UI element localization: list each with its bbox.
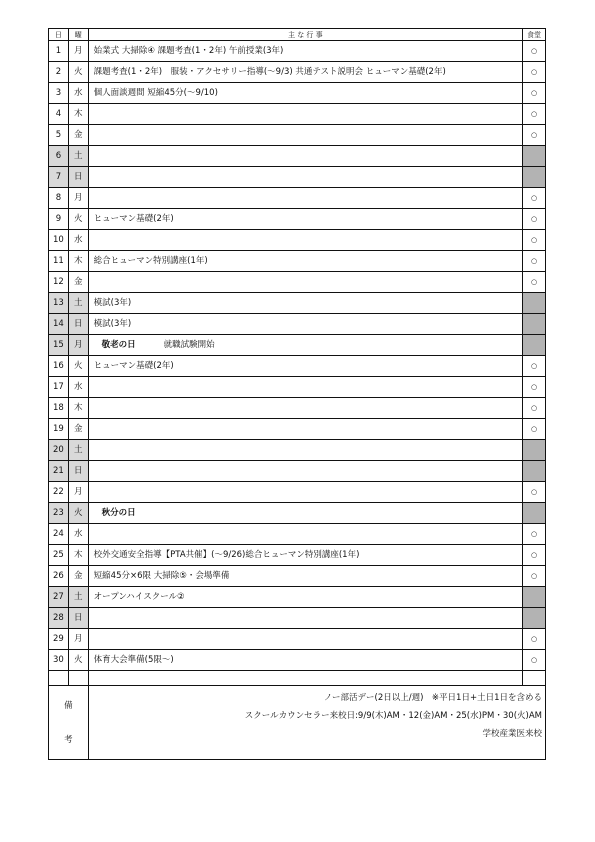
schedule-row [49,293,546,314]
weekday-cell: 日 [68,167,88,188]
weekday-cell: 土 [68,440,88,461]
events-cell [88,440,522,461]
day-cell: 11 [49,251,69,272]
cafeteria-cell [523,146,546,167]
weekday-cell: 木 [68,104,88,125]
cafeteria-cell: ○ [523,125,546,146]
events-cell [88,293,522,314]
weekday-cell: 木 [68,251,88,272]
day-cell: 4 [49,104,69,125]
cafeteria-cell: ○ [523,188,546,209]
day-cell: 27 [49,587,69,608]
cafeteria-cell [523,461,546,482]
schedule-row [49,398,546,419]
day-cell: 20 [49,440,69,461]
header-cafeteria: 食堂 [523,29,546,41]
weekday-cell: 日 [68,314,88,335]
day-cell: 23 [49,503,69,524]
weekday-cell: 水 [68,83,88,104]
schedule-row [49,146,546,167]
events-cell [88,566,522,587]
schedule-row [49,251,546,272]
weekday-cell: 水 [68,377,88,398]
schedule-row [49,62,546,83]
schedule-row [49,188,546,209]
cafeteria-cell [523,335,546,356]
events-cell [88,209,522,230]
day-cell: 1 [49,41,69,62]
schedule-row [49,356,546,377]
notes-label [49,686,89,760]
weekday-cell: 月 [68,188,88,209]
cafeteria-cell: ○ [523,104,546,125]
event-text: 総合ヒューマン特別講座(1年) [93,255,208,266]
events-cell [88,482,522,503]
events-cell [88,83,522,104]
cafeteria-cell: ○ [523,398,546,419]
day-cell: 21 [49,461,69,482]
day-cell: 8 [49,188,69,209]
day-cell: 14 [49,314,69,335]
cafeteria-cell: ○ [523,650,546,671]
schedule-row [49,41,546,62]
cafeteria-cell [523,608,546,629]
day-cell: 19 [49,419,69,440]
cafeteria-cell: ○ [523,251,546,272]
schedule-row [49,83,546,104]
schedule-row [49,461,546,482]
schedule-row [49,650,546,671]
events-cell [88,104,522,125]
events-cell [88,356,522,377]
cafeteria-cell: ○ [523,566,546,587]
september-schedule-table [48,28,546,760]
events-cell [88,230,522,251]
weekday-cell: 月 [68,482,88,503]
schedule-row [49,335,546,356]
events-cell [88,335,522,356]
cafeteria-cell: ○ [523,356,546,377]
schedule-row [49,608,546,629]
notes-line: 学校産業医来校 [482,729,542,739]
schedule-row [49,377,546,398]
day-cell: 13 [49,293,69,314]
cafeteria-cell: ○ [523,230,546,251]
schedule-row [49,167,546,188]
notes-label-top: 備 [64,700,73,711]
schedule-row [49,503,546,524]
day-cell: 24 [49,524,69,545]
cafeteria-cell: ○ [523,41,546,62]
event-text: 模試(3年) [93,297,132,308]
cafeteria-cell: ○ [523,272,546,293]
schedule-row [49,629,546,650]
weekday-cell: 木 [68,398,88,419]
day-cell: 25 [49,545,69,566]
cafeteria-cell: ○ [523,209,546,230]
event-text: ヒューマン基礎(2年) [93,213,174,224]
weekday-cell: 火 [68,356,88,377]
event-text: 始業式 大掃除④ 課題考査(1・2年) 午前授業(3年) [93,45,284,56]
schedule-row [49,125,546,146]
event-text: 校外交通安全指導【PTA共催】(〜9/26)総合ヒューマン特別講座(1年) [93,549,360,560]
cafeteria-cell: ○ [523,83,546,104]
day-cell: 5 [49,125,69,146]
event-text: 模試(3年) [93,318,132,329]
schedule-row [49,566,546,587]
events-cell [88,398,522,419]
weekday-cell: 火 [68,503,88,524]
day-cell: 17 [49,377,69,398]
cafeteria-cell: ○ [523,419,546,440]
cafeteria-cell [523,440,546,461]
notes-line: スクールカウンセラー来校日:9/9(木)AM・12(金)AM・25(水)PM・30(火)AM [244,711,542,721]
cafeteria-cell [523,503,546,524]
schedule-row [49,482,546,503]
events-cell [88,146,522,167]
day-cell: 16 [49,356,69,377]
weekday-cell: 金 [68,566,88,587]
holiday-label: 秋分の日 [101,507,136,518]
header-row [49,29,546,41]
events-cell [88,125,522,146]
day-cell: 22 [49,482,69,503]
day-cell: 15 [49,335,69,356]
cafeteria-cell: ○ [523,524,546,545]
weekday-cell: 水 [68,524,88,545]
event-text: ヒューマン基礎(2年) [93,360,174,371]
day-cell: 26 [49,566,69,587]
events-cell [88,251,522,272]
events-cell [88,188,522,209]
weekday-cell: 土 [68,587,88,608]
day-cell: 2 [49,62,69,83]
day-cell: 10 [49,230,69,251]
weekday-cell: 月 [68,629,88,650]
day-cell: 9 [49,209,69,230]
event-text: オープンハイスクール② [93,591,185,602]
day-cell: 12 [49,272,69,293]
events-cell [88,62,522,83]
schedule-row [49,230,546,251]
schedule-row [49,587,546,608]
header-weekday: 曜 [68,29,88,41]
weekday-cell: 土 [68,293,88,314]
event-text: 短縮45分×6限 大掃除⑤・会場準備 [93,570,230,581]
weekday-cell: 水 [68,230,88,251]
notes-label-bottom: 考 [64,734,73,745]
events-cell [88,272,522,293]
cafeteria-cell [523,293,546,314]
day-cell: 28 [49,608,69,629]
day-cell: 18 [49,398,69,419]
schedule-row [49,524,546,545]
event-text: 個人面談週間 短縮45分(〜9/10) [93,87,218,98]
weekday-cell: 金 [68,125,88,146]
events-cell [88,41,522,62]
event-text: 体育大会準備(5限〜) [93,654,174,665]
events-cell [88,524,522,545]
weekday-cell: 木 [68,545,88,566]
day-cell: 6 [49,146,69,167]
cafeteria-cell: ○ [523,629,546,650]
schedule-row [49,272,546,293]
weekday-cell: 火 [68,650,88,671]
events-cell [88,461,522,482]
notes-content [88,686,545,760]
schedule-row [49,419,546,440]
schedule-row [49,440,546,461]
notes-line: ノー部活デー(2日以上/週) ※平日1日+土日1日を含める [323,693,542,703]
day-cell: 30 [49,650,69,671]
schedule-body [49,41,546,671]
cafeteria-cell: ○ [523,62,546,83]
cafeteria-cell [523,314,546,335]
cafeteria-cell [523,587,546,608]
events-cell [88,377,522,398]
weekday-cell: 火 [68,62,88,83]
schedule-row [49,314,546,335]
weekday-cell: 火 [68,209,88,230]
weekday-cell: 月 [68,41,88,62]
events-cell [88,608,522,629]
events-cell [88,419,522,440]
weekday-cell: 金 [68,419,88,440]
events-cell [88,587,522,608]
holiday-label: 敬老の日 [101,339,136,350]
schedule-row [49,545,546,566]
weekday-cell: 日 [68,461,88,482]
cafeteria-cell [523,167,546,188]
weekday-cell: 月 [68,335,88,356]
day-cell: 3 [49,83,69,104]
cafeteria-cell: ○ [523,545,546,566]
event-text: 課題考査(1・2年) 服装・アクセサリー指導(〜9/3) 共通テスト説明会 ヒューマン基礎(2年) [93,66,446,77]
header-events: 主 な 行 事 [88,29,522,41]
header-day: 日 [49,29,69,41]
weekday-cell: 日 [68,608,88,629]
events-cell [88,167,522,188]
event-text: 就職試験開始 [163,339,215,350]
events-cell [88,314,522,335]
cafeteria-cell: ○ [523,377,546,398]
weekday-cell: 金 [68,272,88,293]
day-cell: 7 [49,167,69,188]
weekday-cell: 土 [68,146,88,167]
cafeteria-cell: ○ [523,482,546,503]
blank-row [49,671,546,686]
events-cell [88,545,522,566]
day-cell: 29 [49,629,69,650]
events-cell [88,629,522,650]
schedule-row [49,209,546,230]
events-cell [88,503,522,524]
notes-row [49,686,546,760]
events-cell [88,650,522,671]
schedule-row [49,104,546,125]
